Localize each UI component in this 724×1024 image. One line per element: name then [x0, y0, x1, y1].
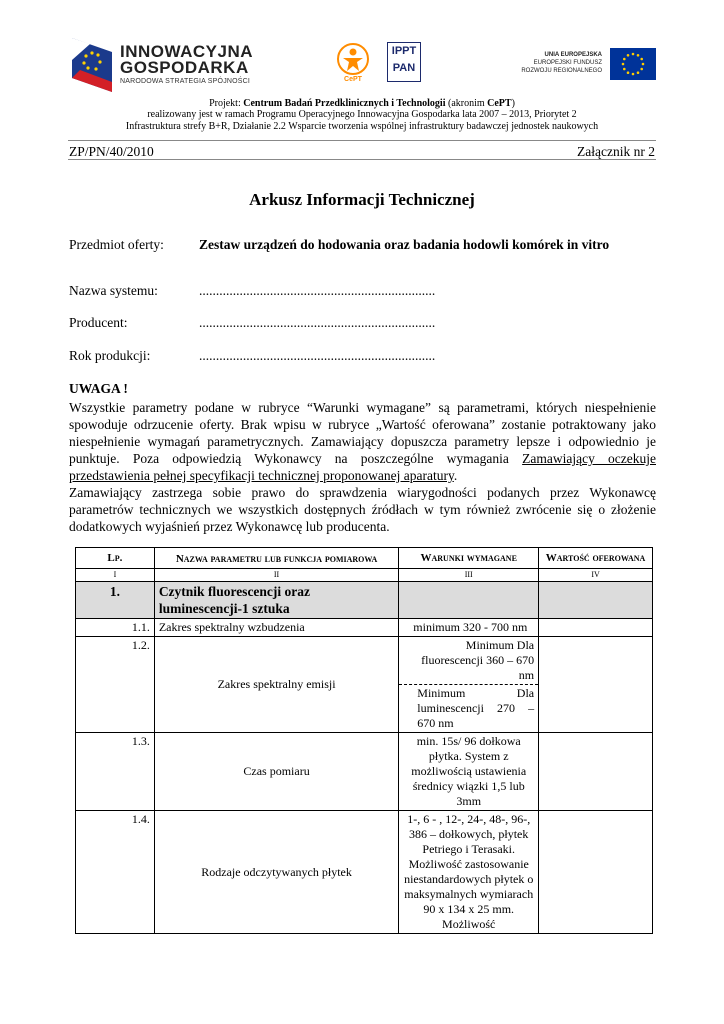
- row-requirement: min. 15s/ 96 dołkowa płytka. System z możliwością ustawienia średnicy wiązki 1,5 lub 3mm: [399, 733, 539, 811]
- document-title: Arkusz Informacji Technicznej: [249, 190, 475, 209]
- warning-paragraph-2: Zamawiający zastrzega sobie prawo do sprawdzenia wiarygodności podanych przez Wykonawcę parametrów technicznych we wszystkich dostępnych źródłach w tym również zwrócenie się o złożenie dodatkowych wyjaśnień przez Wykonawcę lub producenta.: [69, 485, 656, 534]
- header-lp: Lp.: [76, 548, 155, 569]
- system-dots: ......................................................................: [199, 283, 436, 298]
- roman-2: II: [154, 569, 398, 582]
- header-offered: Wartość oferowana: [539, 548, 653, 569]
- ue-line3: ROZWOJU REGIONALNEGO: [521, 68, 602, 74]
- ig-subtitle: NARODOWA STRATEGIA SPÓJNOŚCI: [120, 78, 251, 85]
- attachment-number: Załącznik nr 2: [577, 144, 655, 159]
- row-parameter: Zakres spektralny emisji: [154, 637, 398, 733]
- section-title: Czytnik fluorescencji oraz luminescencji-1 sztuka: [154, 582, 398, 619]
- cept-label: CePT: [344, 76, 362, 83]
- row-number: 1.2.: [76, 637, 155, 733]
- row-parameter: Zakres spektralny wzbudzenia: [154, 619, 398, 637]
- ippt-line1: IPPT: [391, 45, 417, 57]
- table-row: [76, 811, 653, 934]
- header-divider: [68, 140, 656, 141]
- table-row: [76, 637, 653, 733]
- roman-1: I: [76, 569, 155, 582]
- row-requirement-luminescence: Minimum Dla luminescencji 270 – 670 nm: [417, 686, 535, 730]
- reference-divider: [68, 159, 656, 160]
- row-offered-value[interactable]: [539, 733, 653, 811]
- row-parameter: Czas pomiaru: [154, 733, 398, 811]
- ig-flag-icon: [72, 38, 112, 92]
- ig-line2: GOSPODARKA: [120, 58, 249, 77]
- innowacyjna-gospodarka-logo: [72, 38, 262, 96]
- table-row: [76, 733, 653, 811]
- ig-line1: INNOWACYJNA: [120, 42, 254, 61]
- project-line1: Projekt: Centrum Badań Przedklinicznych i Technologii (akronim CePT): [209, 98, 515, 109]
- row-number: 1.3.: [76, 733, 155, 811]
- row-parameter: Rodzaje odczytywanych płytek: [154, 811, 398, 934]
- project-acronym: CePT: [487, 98, 512, 109]
- section-row: [76, 582, 653, 619]
- cept-logo: [336, 42, 370, 86]
- project-name: Centrum Badań Przedklinicznych i Technologii: [243, 98, 446, 109]
- reference-number: ZP/PN/40/2010: [69, 144, 154, 159]
- row-number: 1.1.: [76, 619, 155, 637]
- table-header-row: [76, 548, 653, 569]
- row-offered-value[interactable]: [539, 637, 653, 733]
- roman-3: III: [399, 569, 539, 582]
- section-number: 1.: [76, 582, 155, 619]
- ippt-pan-logo: [387, 42, 421, 82]
- warning-paragraph-1: Wszystkie parametry podane w rubryce “Warunki wymagane” są parametrami, których niespełnienie spowoduje odrzucenie oferty. Brak wpisu w rubryce „Wartość oferowana” zostanie potraktowany jako niespełnienie wymagań parametrycznych. Zamawiający dopuszcza parametry lepsze i odpowiednio je punktuje. Poza odpowiedzią Wykonawcy na poszczególne wymagania Zamawiający oczekuje przedstawienia pełnej specyfikacji technicznej proponowanej aparatury.: [69, 400, 656, 483]
- producer-label: Producent:: [69, 315, 128, 330]
- technical-spec-table: [75, 547, 653, 934]
- project-line2: realizowany jest w ramach Programu Operacyjnego Innowacyjna Gospodarka lata 2007 – 2013, Priorytet 2: [147, 109, 577, 120]
- row-requirement-fluorescence: Minimum Dla fluorescencji 360 – 670 nm: [399, 637, 538, 685]
- table-row: [76, 619, 653, 637]
- row-requirement: 1-, 6 - , 12-, 24-, 48-, 96-, 386 – dołkowych, płytek Petriego i Terasaki. Możliwość zastosowanie niestandardowych płytek o maksymalnych wymiarach 90 x 134 x 25 mm. Możliwość: [399, 811, 539, 934]
- ue-line2: EUROPEJSKI FUNDUSZ: [533, 60, 602, 66]
- row-requirement: minimum 320 - 700 nm: [399, 619, 539, 637]
- header-parameter: Nazwa parametru lub funkcja pomiarowa: [154, 548, 398, 569]
- eu-fund-logo: [518, 48, 658, 80]
- ippt-line2: PAN: [392, 62, 416, 74]
- warning-text: [69, 399, 656, 535]
- year-dots: ......................................................................: [199, 348, 436, 363]
- ue-line1: UNIA EUROPEJSKA: [544, 52, 602, 58]
- producer-dots: ......................................................................: [199, 315, 436, 330]
- system-label: Nazwa systemu:: [69, 283, 158, 298]
- subject-value: Zestaw urządzeń do hodowania oraz badania hodowli komórek in vitro: [199, 237, 610, 252]
- row-offered-value[interactable]: [539, 811, 653, 934]
- table-roman-row: [76, 569, 653, 582]
- header-required: Warunki wymagane: [399, 548, 539, 569]
- project-line3: Infrastruktura strefy B+R, Działanie 2.2 Wsparcie tworzenia wspólnej infrastruktury badawczej jednostek naukowych: [125, 121, 599, 132]
- cept-figure-icon: [336, 42, 370, 76]
- roman-4: IV: [539, 569, 653, 582]
- row-number: 1.4.: [76, 811, 155, 934]
- warning-underlined: Zamawiający oczekuje przedstawienia pełnej specyfikacji technicznej proponowanej aparatury: [69, 451, 656, 483]
- year-label: Rok produkcji:: [69, 348, 151, 363]
- row-offered-value[interactable]: [539, 619, 653, 637]
- warning-title: UWAGA !: [69, 381, 128, 396]
- eu-flag-icon: [610, 48, 656, 80]
- subject-label: Przedmiot oferty:: [69, 237, 164, 252]
